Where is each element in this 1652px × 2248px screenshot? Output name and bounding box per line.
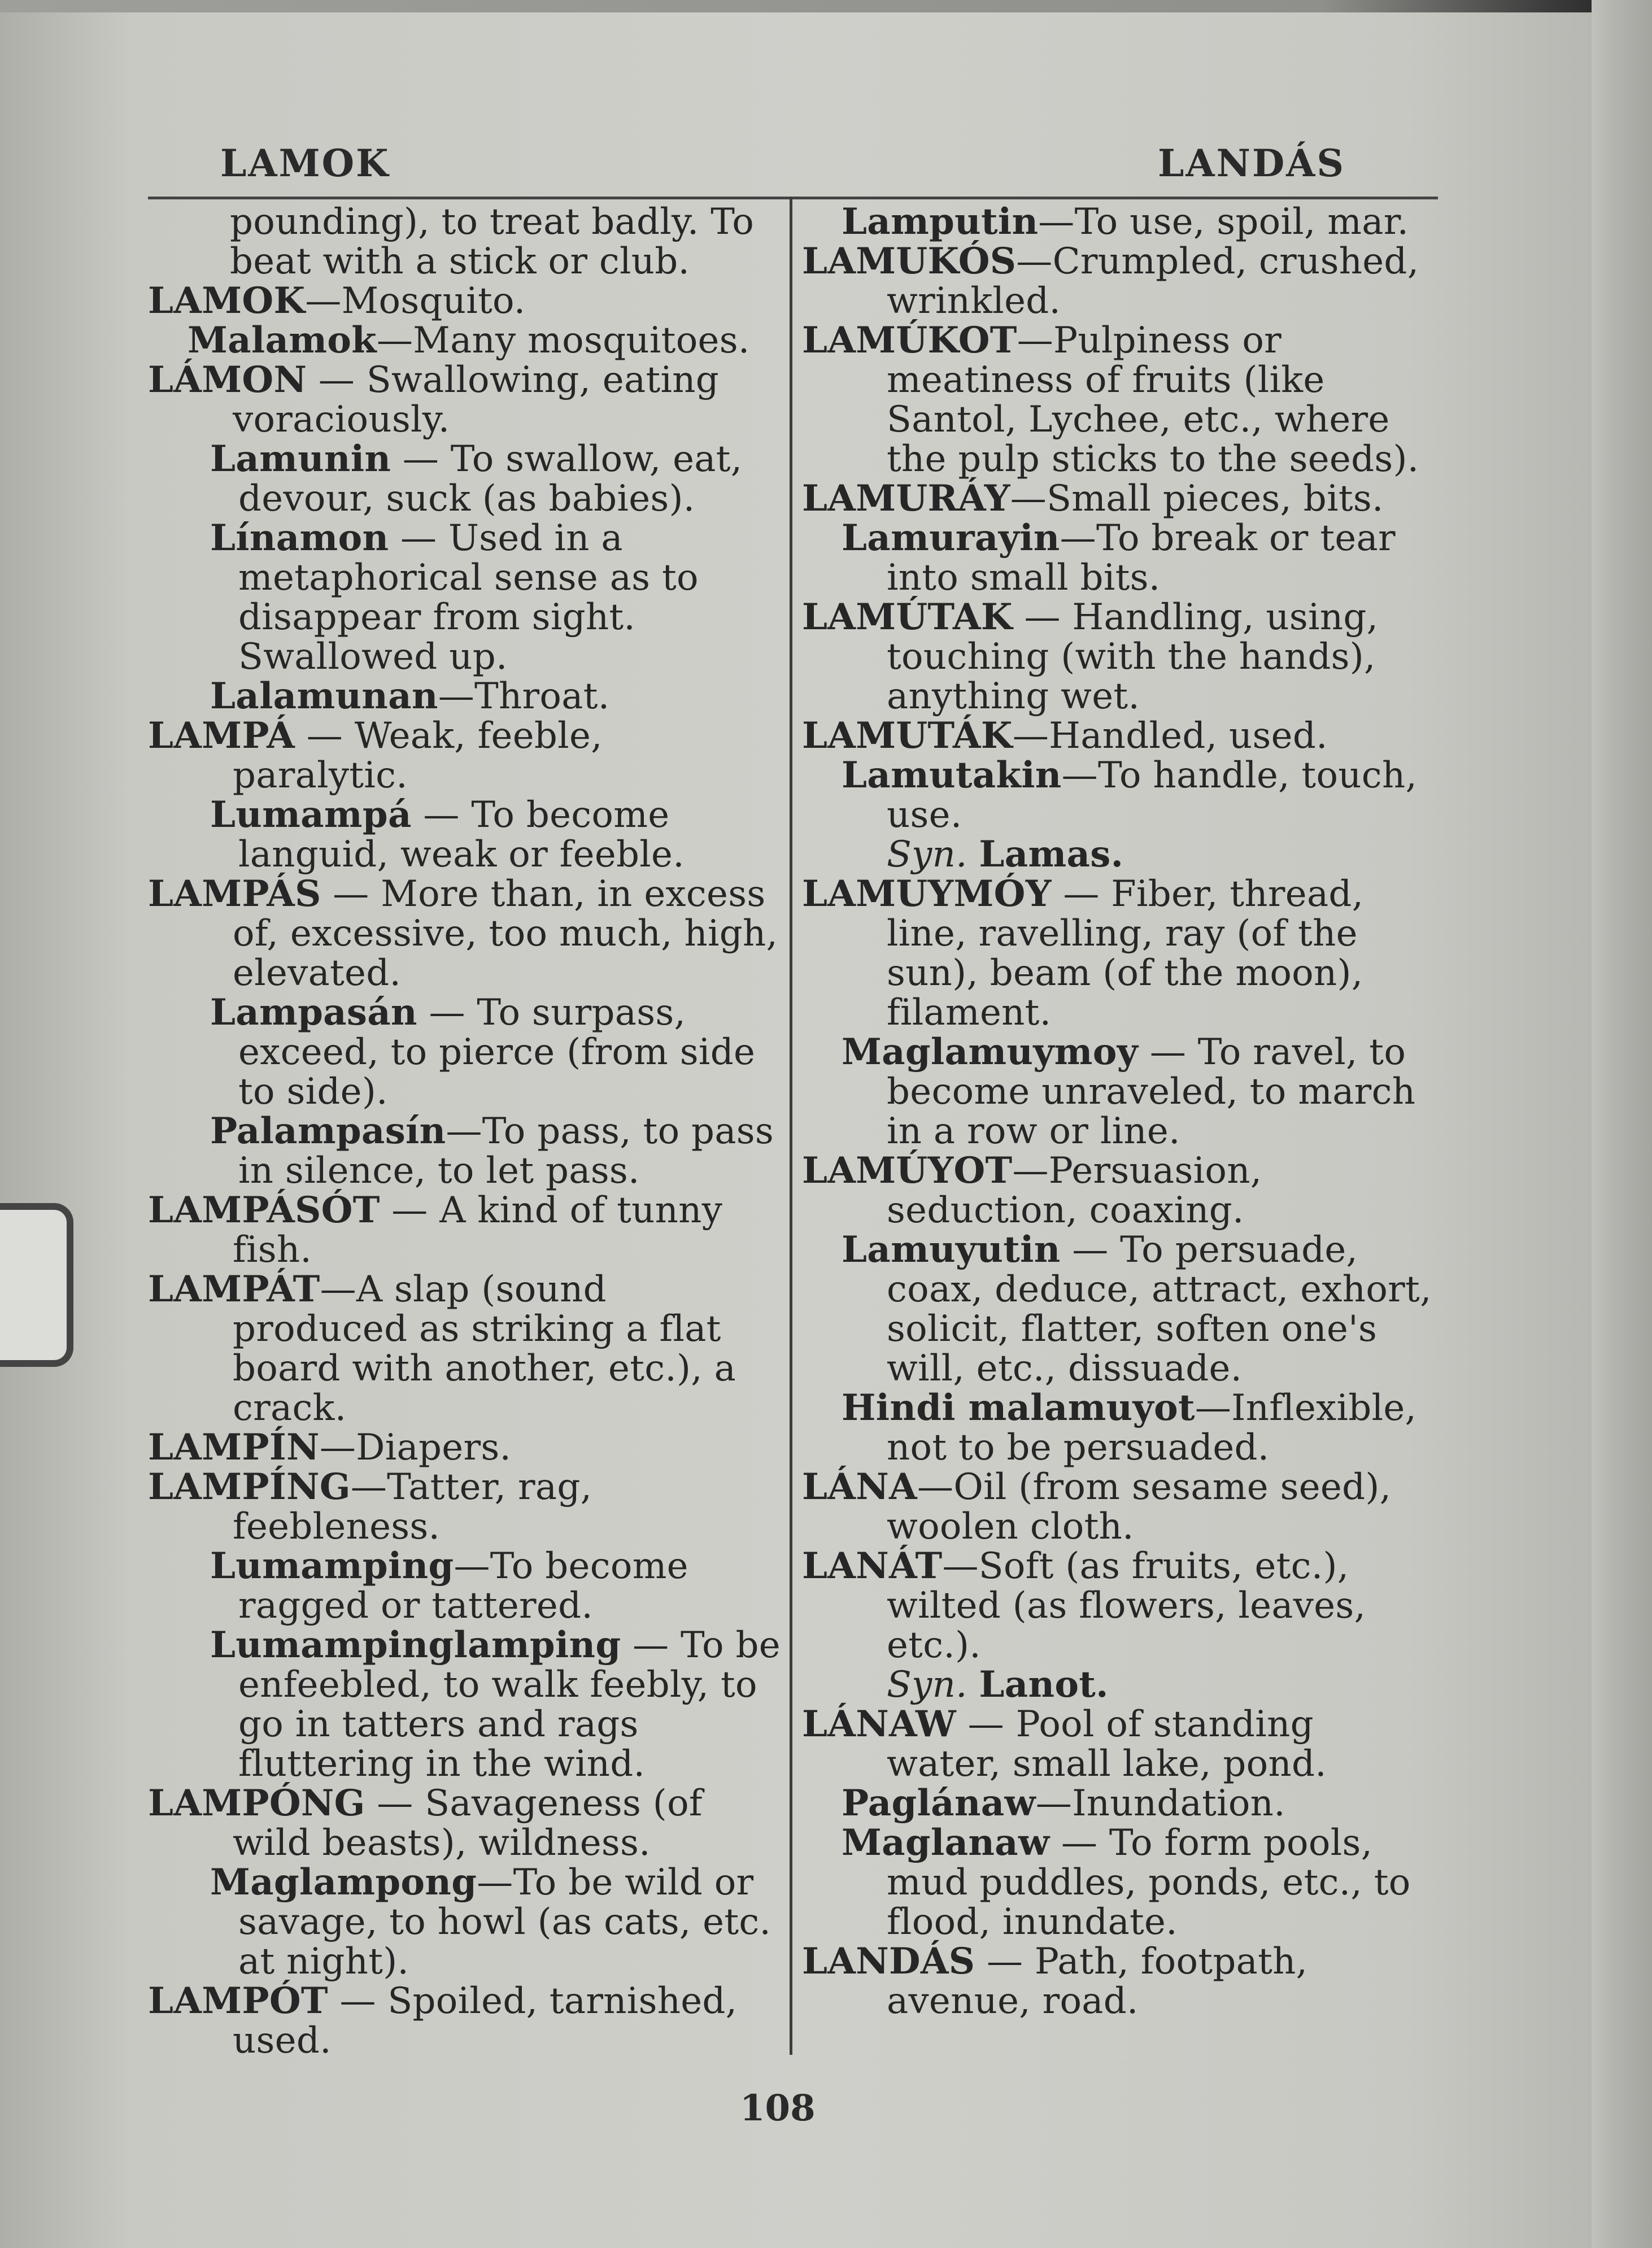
entry-definition: —Throat. (438, 676, 610, 717)
entry-definition: — Savageness (of wild beasts), wildness. (233, 1783, 703, 1864)
entry-headword: Lamuyutin (842, 1228, 1061, 1271)
entry-definition: — Fiber, thread, line, ravelling, ray (of the sun), beam (of the moon), filament. (887, 873, 1364, 1034)
dictionary-entry (802, 1705, 1435, 1784)
entry-definition: —Small pieces, bits. (1010, 478, 1384, 520)
dictionary-entry (802, 202, 1435, 242)
dictionary-entry (802, 1823, 1435, 1942)
entry-definition: — More than, in excess of, excessive, too much, high, elevated. (233, 873, 778, 994)
entry-headword: LÁNAW (802, 1703, 956, 1745)
entry-headword: Lumamping (210, 1545, 454, 1587)
entry-headword: Lamunin (210, 438, 391, 480)
column-divider (790, 197, 792, 2055)
entry-definition: —Persuasion, seduction, coaxing. (887, 1150, 1262, 1231)
dictionary-entry (148, 202, 781, 281)
dictionary-entry (148, 874, 781, 993)
dictionary-entry (802, 321, 1435, 479)
entry-headword: LAMPÓNG (148, 1782, 365, 1824)
dictionary-entry (802, 242, 1435, 321)
entry-headword: LAMPÓT (148, 1980, 328, 2022)
running-head-right: LANDÁS (1158, 141, 1346, 185)
entry-headword: Maglamuymoy (842, 1031, 1139, 1073)
entry-definition: —To break or tear into small bits. (887, 517, 1396, 599)
entry-headword: Lamurayin (842, 517, 1060, 559)
entry-definition: —Mosquito. (305, 280, 526, 322)
entry-definition: — Spoiled, tarnished, used. (233, 1980, 738, 2062)
dictionary-entry (148, 795, 781, 874)
dictionary-entry (802, 835, 1435, 874)
entry-headword: Línamon (210, 517, 389, 559)
dictionary-entry (802, 1467, 1435, 1546)
synonym-label: Syn. (887, 1664, 967, 1706)
dictionary-entry (802, 1665, 1435, 1705)
dictionary-entry (148, 677, 781, 716)
dictionary-entry (802, 1546, 1435, 1665)
entry-definition: —To pass, to pass in silence, to let pass. (238, 1110, 774, 1192)
dictionary-entry (148, 1626, 781, 1784)
entry-headword: LÁNA (802, 1466, 918, 1508)
entry-headword: LAMÚKOT (802, 319, 1017, 361)
running-head-left: LAMOK (220, 141, 390, 185)
entry-definition: —A slap (sound produced as striking a flat board with another, etc.), a crack. (233, 1269, 736, 1429)
dictionary-entry (802, 1388, 1435, 1467)
dictionary-entry (148, 1863, 781, 1981)
dictionary-entry (148, 519, 781, 677)
dictionary-entry (802, 1032, 1435, 1151)
entry-headword: LAMPÁ (148, 715, 295, 757)
dictionary-entry (802, 716, 1435, 756)
book-gutter (1592, 0, 1652, 2248)
entry-headword: LAMUTÁK (802, 715, 1013, 757)
dictionary-entry (802, 479, 1435, 519)
entry-headword: LÁMON (148, 359, 307, 401)
entry-headword: LAMPÁSÓT (148, 1189, 380, 1231)
entry-definition: — To swallow, eat, devour, suck (as babies). (238, 438, 743, 520)
synonym-word: Lamas. (979, 833, 1124, 875)
right-column (802, 202, 1435, 2021)
entry-headword: LANÁT (802, 1545, 943, 1587)
entry-headword: Lumampinglamping (210, 1624, 621, 1666)
entry-definition: — A kind of tunny fish. (233, 1190, 723, 1271)
binder-clip (0, 1203, 73, 1367)
dictionary-entry (148, 281, 781, 321)
dictionary-entry (148, 1981, 781, 2060)
entry-definition: —Many mosquitoes. (376, 320, 750, 361)
dictionary-entry (148, 993, 781, 1112)
entry-definition: —Oil (from sesame seed), woolen cloth. (887, 1466, 1392, 1548)
entry-definition: — To surpass, exceed, to pierce (from side to side). (238, 992, 756, 1113)
entry-definition: — Handling, using, touching (with the hands), anything wet. (887, 596, 1379, 717)
entry-definition: —Handled, used. (1012, 715, 1328, 757)
entry-headword: LAMÚYOT (802, 1149, 1013, 1192)
entry-headword: LANDÁS (802, 1940, 975, 1983)
entry-definition: — To persuade, coax, deduce, attract, exhort, solicit, flatter, soften one's will, etc., dissuade. (887, 1229, 1432, 1389)
dictionary-entry (148, 1784, 781, 1863)
dictionary-entry (148, 1546, 781, 1626)
entry-headword: Palampasín (210, 1110, 446, 1152)
entry-definition: —Soft (as fruits, etc.), wilted (as flowers, leaves, etc.). (887, 1545, 1366, 1666)
entry-definition: — To be enfeebled, to walk feebly, to go in tatters and rags fluttering in the wind. (238, 1624, 781, 1785)
dictionary-entry (148, 439, 781, 519)
entry-headword: LAMUKÓS (802, 240, 1017, 282)
dictionary-entry (148, 1428, 781, 1467)
entry-headword: LAMURÁY (802, 477, 1010, 520)
entry-headword: Maglanaw (842, 1822, 1050, 1864)
entry-definition: —To handle, touch, use. (887, 755, 1418, 836)
entry-headword: Paglánaw (842, 1782, 1036, 1824)
left-column (148, 202, 781, 2060)
dictionary-entry (148, 321, 781, 360)
dictionary-entry (148, 1270, 781, 1428)
dictionary-entry (802, 756, 1435, 835)
dictionary-entry (148, 360, 781, 439)
entry-headword: LAMPÍN (148, 1426, 320, 1469)
dictionary-entry (148, 1467, 781, 1546)
entry-headword: LAMPÁT (148, 1268, 320, 1310)
entry-headword: LAMPÍNG (148, 1466, 351, 1508)
entry-definition: — Weak, feeble, paralytic. (233, 715, 603, 796)
top-edge-shadow (0, 0, 1652, 12)
dictionary-entry (802, 1942, 1435, 2021)
header-rule (148, 197, 1438, 199)
entry-headword: Hindi malamuyot (842, 1387, 1195, 1429)
entry-definition: —Inundation. (1035, 1783, 1285, 1824)
entry-headword: LAMÚTAK (802, 596, 1013, 638)
entry-definition: —Diapers. (319, 1427, 512, 1469)
entry-definition: — To form pools, mud puddles, ponds, etc., to flood, inundate. (887, 1822, 1411, 1943)
dictionary-entry (802, 1151, 1435, 1230)
dictionary-entry (802, 874, 1435, 1032)
entry-headword: Lamputin (842, 201, 1039, 243)
entry-headword: LAMOK (148, 280, 306, 322)
entry-headword: Maglampong (210, 1861, 477, 1903)
dictionary-entry (148, 716, 781, 795)
entry-headword: Lampasán (210, 991, 417, 1034)
dictionary-entry (148, 1112, 781, 1191)
dictionary-entry (148, 1191, 781, 1270)
entry-continuation: pounding), to treat badly. To beat with a stick or club. (230, 201, 755, 282)
entry-definition: — To become languid, weak or feeble. (238, 794, 685, 875)
entry-headword: LAMUYMÓY (802, 873, 1052, 915)
synonym-label: Syn. (887, 834, 967, 875)
entry-definition: —Pulpiness or meatiness of fruits (like Santol, Lychee, etc., where the pulp sticks to the seeds). (887, 320, 1419, 480)
dictionary-entry (802, 598, 1435, 716)
entry-definition: —Crumpled, crushed, wrinkled. (887, 241, 1419, 322)
entry-definition: —To use, spoil, mar. (1038, 201, 1409, 243)
synonym-word: Lanot. (979, 1663, 1109, 1706)
entry-headword: Lalamunan (210, 675, 438, 717)
page-number: 108 (740, 2087, 816, 2129)
entry-definition: — To ravel, to become unraveled, to march in a row or line. (887, 1031, 1416, 1152)
entry-definition: — Used in a metaphorical sense as to disappear from sight. Swallowed up. (238, 517, 699, 678)
entry-definition: —To become ragged or tattered. (238, 1545, 688, 1627)
entry-headword: Lamutakin (842, 754, 1062, 796)
entry-definition: — Pool of standing water, small lake, pond. (887, 1704, 1327, 1785)
entry-definition: —Tatter, rag, feebleness. (233, 1466, 592, 1548)
entry-headword: Lumampá (210, 794, 412, 836)
entry-definition: — Path, footpath, avenue, road. (887, 1941, 1308, 2022)
entry-headword: LAMPÁS (148, 873, 321, 915)
entry-definition: —Inflexible, not to be persuaded. (887, 1387, 1417, 1469)
dictionary-entry (802, 1784, 1435, 1823)
entry-definition: —To be wild or savage, to howl (as cats, etc. at night). (238, 1862, 771, 1983)
dictionary-entry (802, 519, 1435, 598)
entry-headword: Malamok (188, 319, 377, 361)
dictionary-entry (802, 1230, 1435, 1388)
entry-definition: — Swallowing, eating voraciously. (233, 359, 720, 441)
